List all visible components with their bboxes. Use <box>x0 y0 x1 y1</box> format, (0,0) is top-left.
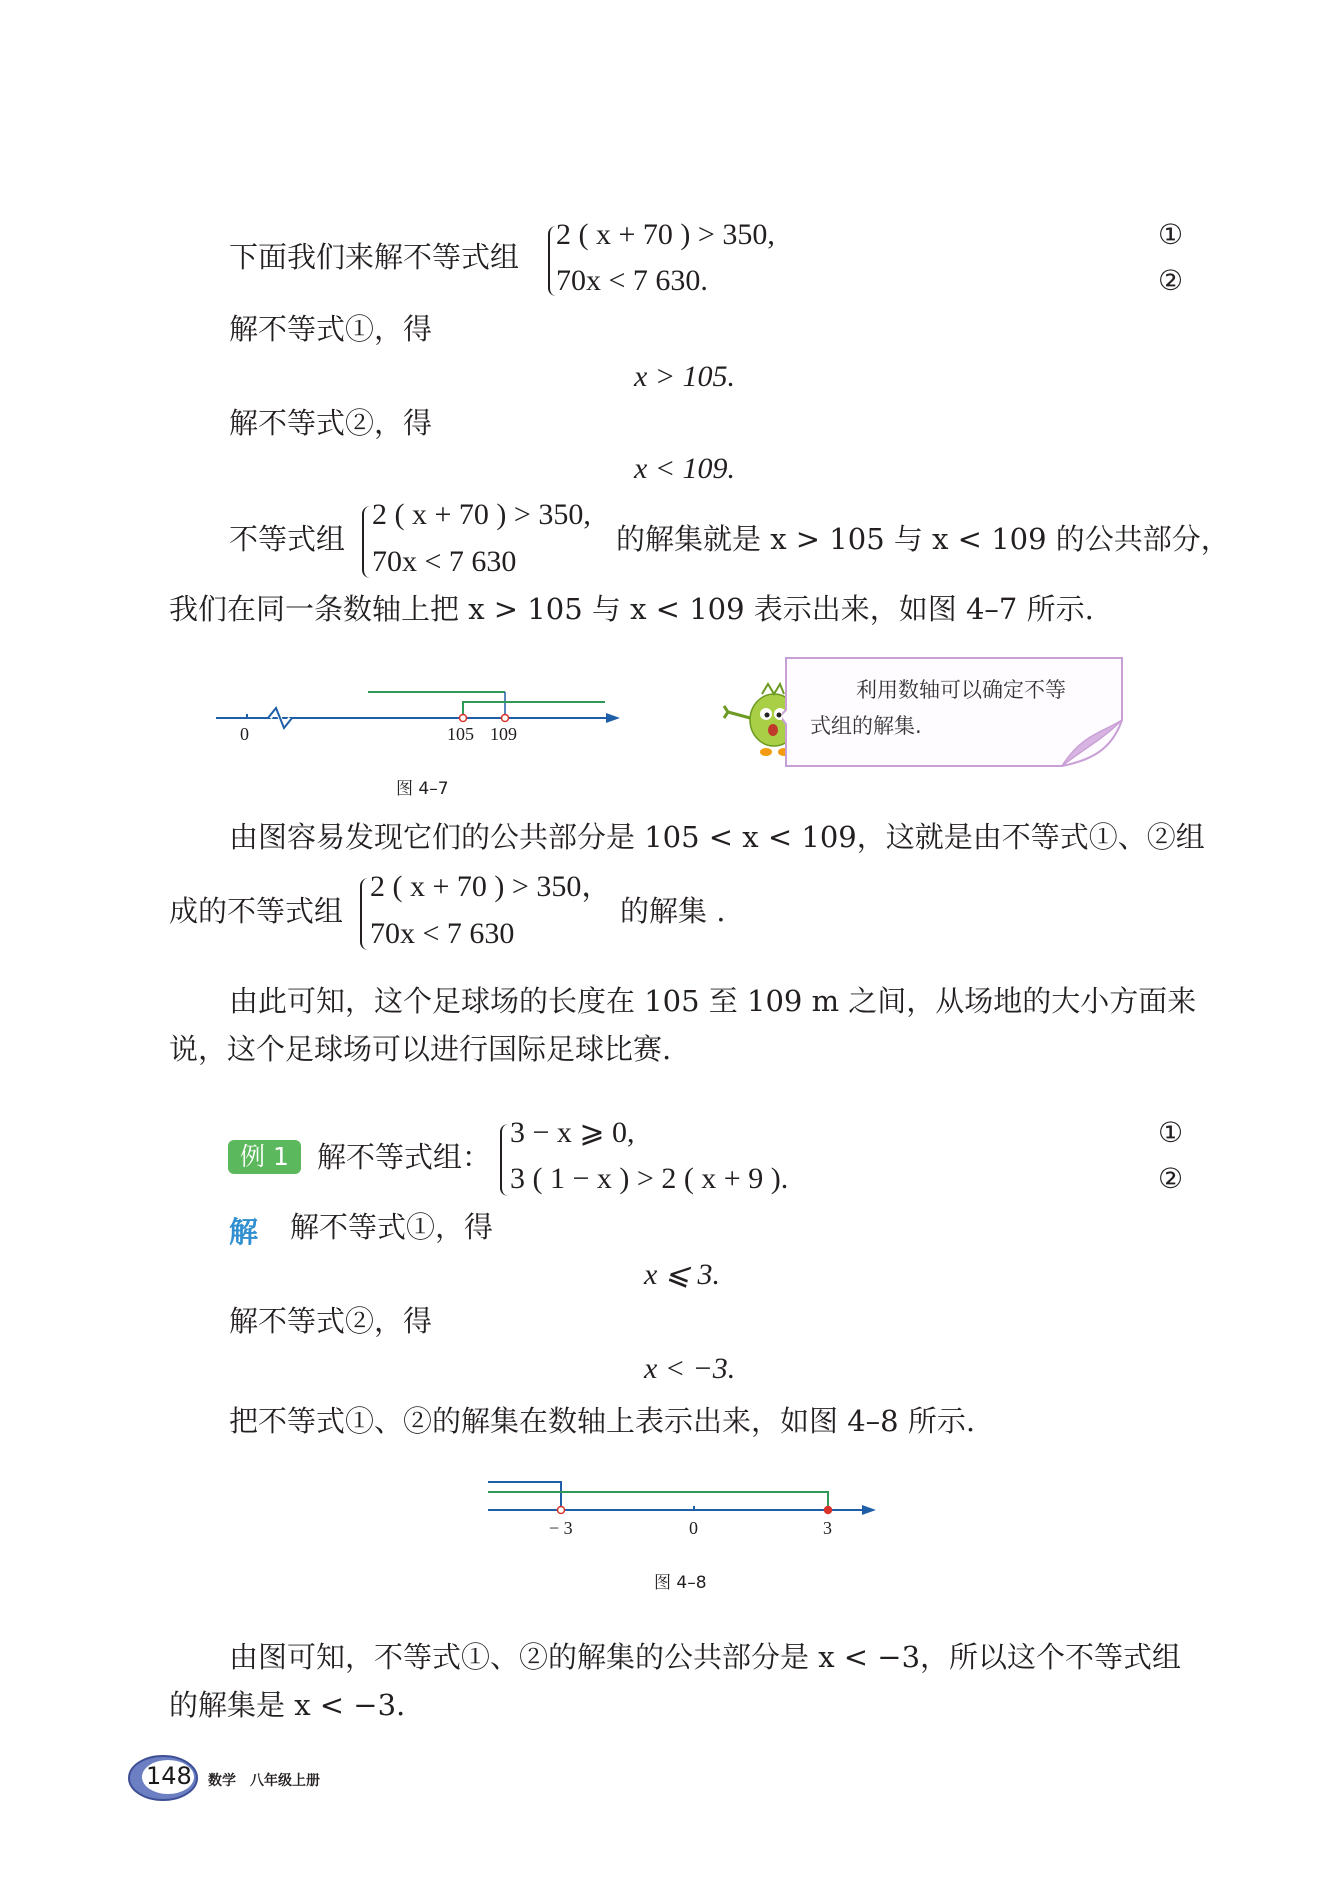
solve1-result: x > 105. <box>634 360 736 393</box>
equation-mark-2: ② <box>1158 264 1184 297</box>
fig-4-7-caption: 图 4–7 <box>396 779 449 799</box>
solution-label: 解 <box>229 1215 259 1249</box>
axis-arrow <box>606 713 620 723</box>
green-bracket-x-gt-105 <box>463 702 605 718</box>
solve1-text: 解不等式①，得 <box>229 312 433 346</box>
para4-line2: 说，这个足球场可以进行国际足球比赛. <box>169 1032 672 1066</box>
para1-intro: 下面我们来解不等式组 <box>229 240 520 274</box>
para3-prefix: 成的不等式组 <box>169 894 344 928</box>
solve2-text: 解不等式②，得 <box>229 406 433 440</box>
para2-prefix: 不等式组 <box>229 522 346 556</box>
tick-label-0: 0 <box>689 1518 698 1538</box>
solution-step2: 解不等式②，得 <box>229 1304 433 1338</box>
equation-mark-1: ① <box>1158 218 1184 251</box>
bubble-line2: 式组的解集. <box>810 714 922 738</box>
number-line-fig-4-7 <box>210 680 630 750</box>
solution-result1: x ⩽ 3. <box>644 1258 720 1291</box>
para3-line1: 由图容易发现它们的公共部分是 105 < x < 109，这就是由不等式①、②组 <box>229 820 1205 854</box>
solution-step3: 把不等式①、②的解集在数轴上表示出来，如图 4–8 所示. <box>229 1404 976 1438</box>
para5-line2: 的解集是 x < −3. <box>169 1688 406 1722</box>
page-number: 148 <box>146 1762 192 1790</box>
para1-sys-line2: 70x < 7 630. <box>556 264 708 297</box>
tick-label-3: 3 <box>823 1518 832 1538</box>
tick-label-105: 105 <box>447 724 474 744</box>
para2-line2: 我们在同一条数轴上把 x > 105 与 x < 109 表示出来，如图 4–7 所示. <box>169 592 1094 626</box>
fig-4-8-caption: 图 4–8 <box>654 1573 707 1593</box>
para3-suffix: 的解集 . <box>620 894 726 928</box>
solve2-result: x < 109. <box>634 452 736 485</box>
para5-line1: 由图可知，不等式①、②的解集的公共部分是 x < −3，所以这个不等式组 <box>229 1640 1182 1674</box>
blue-bracket-x-lt-neg3 <box>488 1482 561 1510</box>
para3-sys-line1: 2 ( x + 70 ) > 350， <box>370 870 612 903</box>
open-point-105 <box>460 715 467 722</box>
example-sys-line2: 3 ( 1 − x ) > 2 ( x + 9 ). <box>510 1162 789 1195</box>
closed-point-3 <box>825 1507 832 1514</box>
solution-result2: x < −3. <box>644 1352 736 1385</box>
solution-step1: 解不等式①，得 <box>290 1210 494 1244</box>
example-label: 例 1 <box>228 1140 301 1174</box>
example-sys-line1: 3 − x ⩾ 0, <box>510 1116 635 1149</box>
green-bracket-x-le-3 <box>488 1492 828 1510</box>
para2-sys-line1: 2 ( x + 70 ) > 350, <box>372 498 591 531</box>
example-intro: 解不等式组： <box>317 1140 492 1174</box>
bubble-line1: 利用数轴可以确定不等 <box>856 678 1066 702</box>
para2-sys-line2: 70x < 7 630 <box>372 545 517 578</box>
para1-sys-line1: 2 ( x + 70 ) > 350, <box>556 218 775 251</box>
equation-mark-1: ① <box>1158 1116 1184 1149</box>
tick-label-0: 0 <box>240 724 249 744</box>
tick-label-neg3: − 3 <box>549 1518 573 1538</box>
para3-sys-line2: 70x < 7 630 <box>370 917 515 950</box>
open-point-109 <box>502 715 509 722</box>
para2-suffix: 的解集就是 x > 105 与 x < 109 的公共部分， <box>616 522 1230 556</box>
book-title: 数学 八年级上册 <box>208 1773 320 1789</box>
tick-label-109: 109 <box>490 724 517 744</box>
equation-mark-2: ② <box>1158 1162 1184 1195</box>
para4-line1: 由此可知，这个足球场的长度在 105 至 109 m 之间，从场地的大小方面来 <box>229 984 1197 1018</box>
axis-arrow <box>862 1505 876 1515</box>
open-point-neg3 <box>558 1507 565 1514</box>
